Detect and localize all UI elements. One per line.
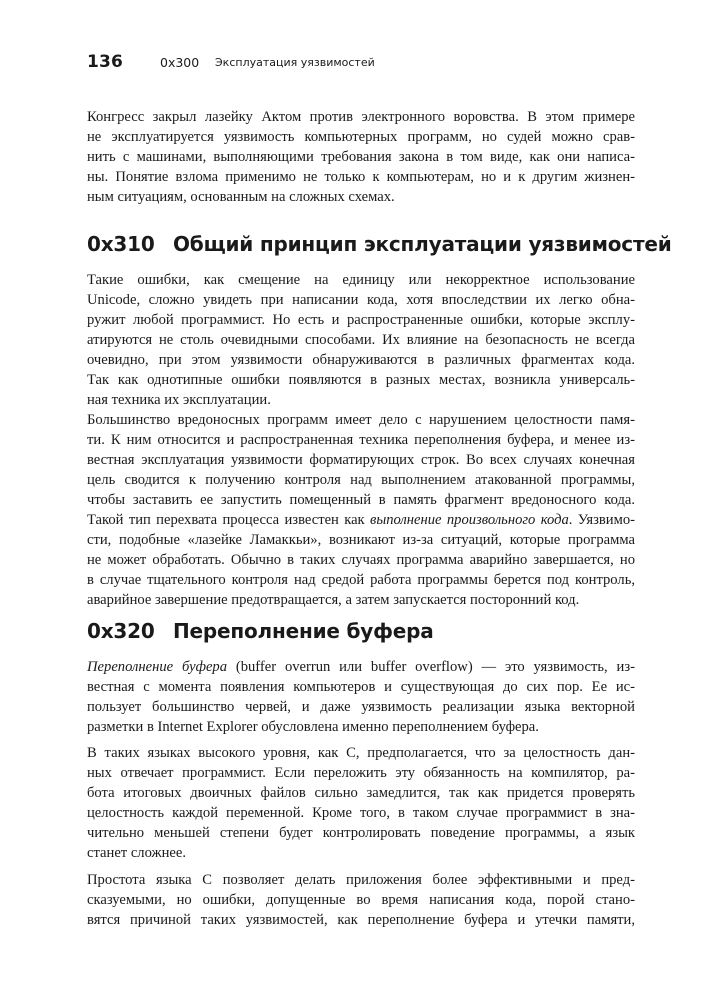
text-line: не может обработать. Обычно в таких случаях программа аварийно завершается, но [87, 552, 635, 568]
page-number: 136 [87, 52, 124, 72]
text-line: в случае тщательного контроля над средой работа программы берется под контроль, [87, 572, 635, 588]
text-line: чтобы заставить ее запустить помещенный в память фрагмент вредоносного кода. [87, 492, 635, 508]
text-run: (buffer overrun или buffer overflow) — это уязвимость, из- [227, 659, 635, 675]
text-line: цель сводится к получению контроля над выполнением атакованной программы, [87, 472, 635, 488]
text-line: не эксплуатируется уязвимость компьютерных программ, но судей можно срав- [87, 129, 635, 145]
text-line: станет сложнее. [87, 845, 187, 861]
text-line: В таких языках высокого уровня, как С, предполагается, что за целостность дан- [87, 745, 635, 761]
section-title: Переполнение буфера [173, 619, 434, 643]
text-line: чительно меньшей степени будет контролировать поведение программы, а язык [87, 825, 635, 841]
text-run: Такой тип перехвата процесса известен как [87, 512, 370, 528]
text-line: целостность каждой переменной. Кроме того, в таком случае программист в зна- [87, 805, 635, 821]
text-line [87, 510, 635, 530]
running-header [87, 52, 635, 82]
text-line: очевидно, при этом уязвимости обнаруживаются в различных фрагментах кода. [87, 352, 635, 368]
text-line: бота итоговых двоичных файлов сильно замедлится, так как придется проверять [87, 785, 635, 801]
text-line: ным ситуациям, основанным на сложных схемах. [87, 189, 395, 205]
section-320-paragraph-1 [87, 657, 635, 737]
section-title: Общий принцип эксплуатации уязвимостей [173, 232, 672, 256]
section-320-paragraph-3 [87, 870, 635, 930]
text-line: ружит любой программист. Но есть и распространенные ошибки, которые эксплу- [87, 312, 635, 328]
text-line: Такие ошибки, как смещение на единицу или некорректное использование [87, 272, 635, 288]
section-heading-0x310 [87, 232, 672, 256]
intro-paragraph [87, 107, 635, 207]
chapter-code: 0x300 [160, 55, 200, 70]
text-line: ны. Понятие взлома применимо не только к компьютерам, но и к другим жизнен- [87, 169, 635, 185]
text-line: разметки в Internet Explorer обусловлена именно переполнением буфера. [87, 719, 539, 735]
text-line: вестная эксплуатация уязвимости форматирующих строк. Во всех случаях конечная [87, 452, 635, 468]
text-line: ных отвечает программист. Если переложить эту обязанность на компилятор, ра- [87, 765, 635, 781]
section-code: 0x310 [87, 232, 155, 256]
text-line: вятся причиной таких уязвимостей, как переполнение буфера и утечки памяти, [87, 912, 635, 928]
text-line: Unicode, сложно увидеть при написании кода, хотя впоследствии их легко обна- [87, 292, 635, 308]
text-line: Простота языка С позволяет делать приложения более эффективными и пред- [87, 872, 635, 888]
text-line: Так как однотипные ошибки появляются в разных местах, возникла универсаль- [87, 372, 635, 388]
text-line: сти, подобные «лазейке Ламаккьи», возникают из-за ситуаций, которые программа [87, 532, 635, 548]
italic-term: Переполнение буфера [87, 659, 228, 675]
section-320-paragraph-2 [87, 743, 635, 863]
text-line: пользует большинство червей, и даже уязвимость реализации языка векторной [87, 699, 635, 715]
text-line: вестная с момента появления компьютеров и существующая до сих пор. Ее ис- [87, 679, 635, 695]
text-line: Большинство вредоносных программ имеет дело с нарушением целостности памя- [87, 412, 635, 428]
section-heading-0x320 [87, 619, 635, 643]
text-line: ти. К ним относится и распространенная техника переполнения буфера, и менее из- [87, 432, 635, 448]
italic-term: выполнение произвольного кода [369, 512, 569, 528]
text-line [87, 657, 635, 677]
text-run: . Уязвимо- [568, 512, 635, 528]
text-line: сказуемыми, но ошибки, допущенные во время написания кода, порой стано- [87, 892, 635, 908]
text-line: нить с машинами, выполняющими требования закона в том виде, как они написа- [87, 149, 635, 165]
section-code: 0x320 [87, 619, 155, 643]
text-line: Конгресс закрыл лазейку Актом против электронного воровства. В этом примере [87, 109, 635, 125]
text-line: ная техника их эксплуатации. [87, 392, 271, 408]
section-310-paragraph-1 [87, 270, 635, 410]
chapter-title: Эксплуатация уязвимостей [215, 56, 375, 69]
text-line: аварийное завершение предотвращается, а затем запускается посторонний код. [87, 592, 580, 608]
section-310-paragraph-2 [87, 410, 635, 610]
text-line: атируются не столь очевидными способами. Их влияние на безопасность не всегда [87, 332, 635, 348]
